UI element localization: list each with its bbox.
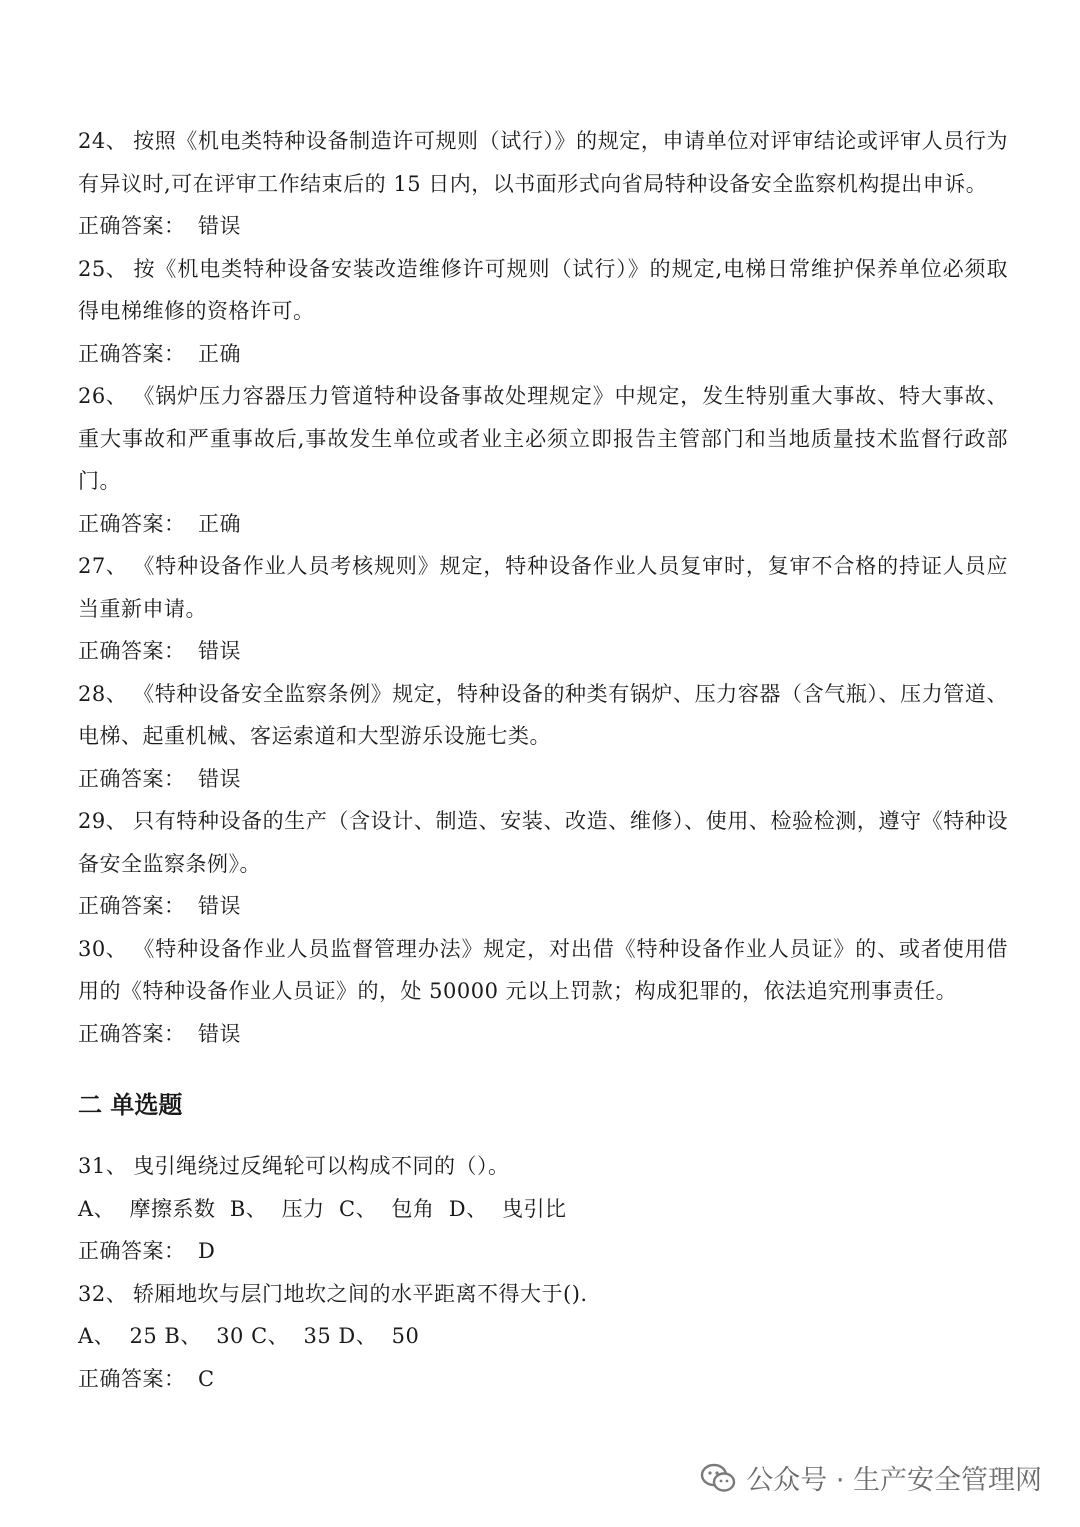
- watermark: [700, 1458, 1042, 1497]
- question-26: [78, 375, 1008, 545]
- answer-line: [78, 758, 1008, 801]
- question-text: [78, 248, 1008, 333]
- watermark-text: 公众号 · 生产安全管理网: [746, 1465, 1042, 1496]
- answer-label: 正确答案：: [78, 511, 186, 536]
- question-text: [78, 1273, 1008, 1316]
- question-32: [78, 1273, 1008, 1401]
- answer-value: 正确: [198, 341, 241, 366]
- question-text: [78, 673, 1008, 758]
- question-29: [78, 800, 1008, 928]
- question-number: 32、: [78, 1281, 128, 1306]
- answer-label: 正确答案：: [78, 1021, 186, 1046]
- answer-label: 正确答案：: [78, 214, 186, 238]
- answer-line: [78, 885, 1008, 928]
- question-number: 31、: [78, 1154, 128, 1178]
- answer-value: 错误: [198, 639, 241, 663]
- answer-line: [78, 1230, 1008, 1273]
- options-line: A、 25 B、 30 C、 35 D、 50: [78, 1324, 420, 1348]
- answer-line: [78, 1013, 1008, 1056]
- question-text: [78, 1145, 1008, 1188]
- options-line: A、 摩擦系数 B、 压力 C、 包角 D、 曳引比: [78, 1196, 567, 1221]
- answer-label: 正确答案：: [78, 341, 186, 366]
- question-28: [78, 673, 1008, 801]
- question-text: [78, 375, 1008, 503]
- question-number: 26、: [78, 384, 128, 408]
- question-27: [78, 545, 1008, 673]
- answer-label: 正确答案：: [78, 766, 186, 791]
- question-number: 30、: [78, 936, 128, 961]
- answer-label: 正确答案：: [78, 894, 186, 918]
- question-31: [78, 1145, 1008, 1273]
- answer-line: [78, 333, 1008, 376]
- answer-label: 正确答案：: [78, 639, 186, 663]
- question-body: 《特种设备安全监察条例》规定，特种设备的种类有锅炉、压力容器（含气瓶）、压力管道、电梯、起重机械、客运索道和大型游乐设施七类。: [78, 681, 1008, 748]
- answer-line: [78, 630, 1008, 673]
- answer-value: 错误: [198, 894, 241, 918]
- question-text: [78, 120, 1008, 205]
- answer-value: C: [198, 1366, 215, 1391]
- question-text: [78, 545, 1008, 630]
- question-number: 24、: [78, 129, 128, 153]
- wechat-icon: [700, 1463, 736, 1493]
- section-heading: 二 单选题: [78, 1091, 183, 1119]
- question-text: [78, 800, 1008, 885]
- question-text: [78, 928, 1008, 1013]
- question-body: 按照《机电类特种设备制造许可规则（试行）》的规定，申请单位对评审结论或评审人员行为有异议时,可在评审工作结束后的 15 日内，以书面形式向省局特种设备安全监察机构提出申诉。: [78, 129, 1008, 196]
- answer-value: 错误: [198, 766, 241, 791]
- answer-value: 错误: [198, 214, 241, 238]
- answer-label: 正确答案：: [78, 1239, 186, 1263]
- question-number: 25、: [78, 256, 128, 281]
- question-25: [78, 248, 1008, 376]
- question-number: 28、: [78, 681, 128, 706]
- question-number: 27、: [78, 554, 128, 578]
- question-body: 轿厢地坎与层门地坎之间的水平距离不得大于().: [133, 1281, 588, 1306]
- answer-line: [78, 205, 1008, 248]
- question-24: [78, 120, 1008, 248]
- question-body: 《锅炉压力容器压力管道特种设备事故处理规定》中规定，发生特别重大事故、特大事故、重大事故和严重事故后,事故发生单位或者业主必须立即报告主管部门和当地质量技术监督行政部门。: [78, 384, 1008, 493]
- question-number: 29、: [78, 809, 128, 833]
- answer-line: [78, 503, 1008, 546]
- answer-value: D: [198, 1239, 216, 1263]
- answer-line: [78, 1358, 1008, 1401]
- answer-value: 正确: [198, 511, 241, 536]
- answer-label: 正确答案：: [78, 1366, 186, 1391]
- answer-value: 错误: [198, 1021, 241, 1046]
- question-30: [78, 928, 1008, 1056]
- question-body: 按《机电类特种设备安装改造维修许可规则（试行）》的规定,电梯日常维护保养单位必须取得电梯维修的资格许可。: [78, 256, 1008, 323]
- question-body: 只有特种设备的生产（含设计、制造、安装、改造、维修）、使用、检验检测，遵守《特种设备安全监察条例》。: [78, 809, 1008, 876]
- question-body: 《特种设备作业人员监督管理办法》规定，对出借《特种设备作业人员证》的、或者使用借用的《特种设备作业人员证》的，处 50000 元以上罚款；构成犯罪的，依法追究刑事责任。: [78, 936, 1008, 1003]
- question-body: 曳引绳绕过反绳轮可以构成不同的（）。: [133, 1154, 510, 1178]
- question-body: 《特种设备作业人员考核规则》规定，特种设备作业人员复审时，复审不合格的持证人员应当重新申请。: [78, 554, 1008, 621]
- document-content: [78, 120, 1008, 1400]
